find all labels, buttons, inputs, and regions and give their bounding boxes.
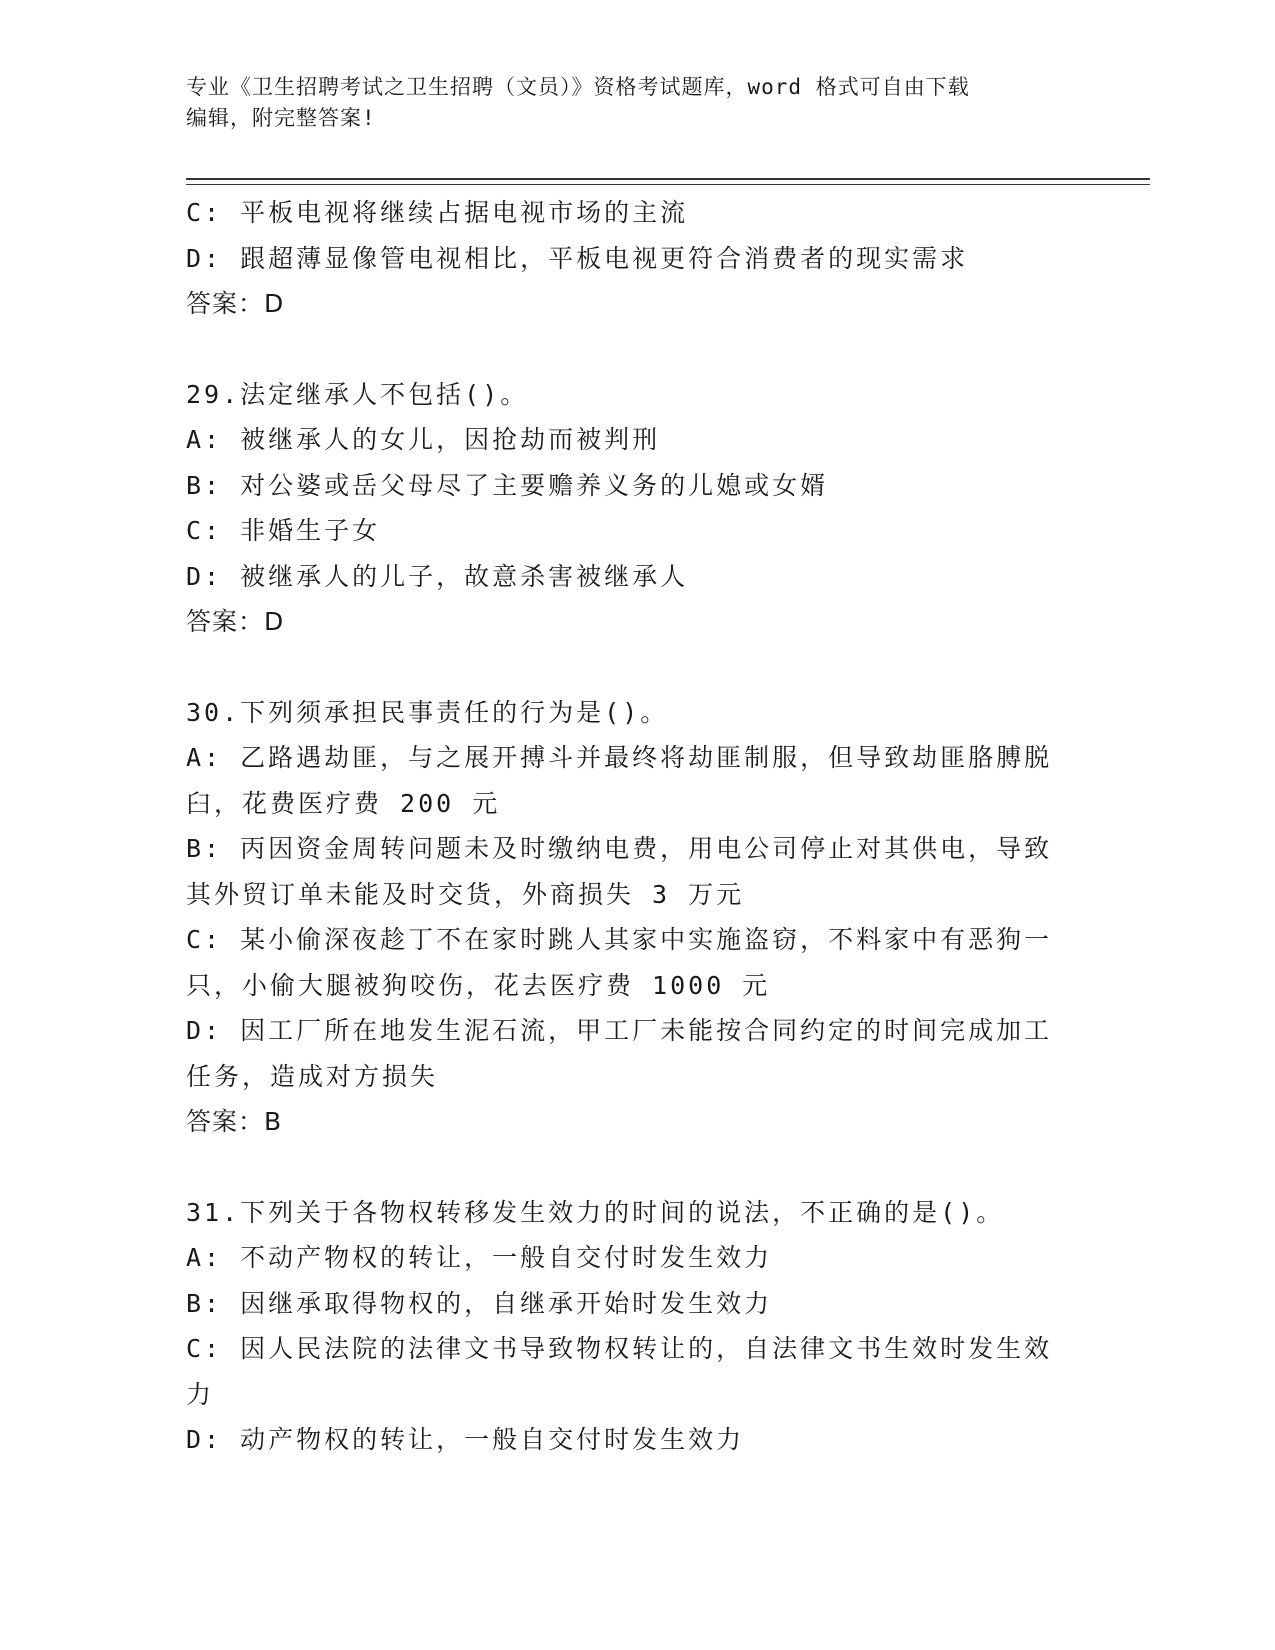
answer-line: 答案：D bbox=[186, 607, 285, 636]
header-divider-thin bbox=[186, 184, 1150, 185]
question-stem: 31.下列关于各物权转移发生效力的时间的说法，不正确的是()。 bbox=[186, 1197, 1005, 1227]
option-a: A: 被继承人的女儿，因抢劫而被判刑 bbox=[186, 425, 661, 454]
option-d: D: 因工厂所在地发生泥石流，甲工厂未能按合同约定的时间完成加工任务，造成对方损失 bbox=[186, 1016, 1053, 1091]
option-b: B: 丙因资金周转问题未及时缴纳电费，用电公司停止对其供电，导致其外贸订单未能及时交货，外商损失 3 万元 bbox=[186, 834, 1053, 909]
question-29 bbox=[186, 372, 1076, 645]
page-header bbox=[186, 72, 1086, 134]
document-body bbox=[186, 190, 1076, 1463]
option-d: D: 动产物权的转让，一般自交付时发生效力 bbox=[186, 1425, 745, 1454]
option-a: A: 不动产物权的转让，一般自交付时发生效力 bbox=[186, 1243, 773, 1272]
option-b: B: 因继承取得物权的，自继承开始时发生效力 bbox=[186, 1288, 773, 1318]
option-c: C: 平板电视将继续占据电视市场的主流 bbox=[186, 198, 689, 227]
header-divider-thick bbox=[186, 178, 1150, 180]
option-c: C: 某小偷深夜趁丁不在家时跳人其家中实施盗窃，不料家中有恶狗一只，小偷大腿被狗咬伤，花去医疗费 1000 元 bbox=[186, 925, 1053, 1000]
question-stem: 29.法定继承人不包括()。 bbox=[186, 379, 529, 409]
option-d: D: 跟超薄显像管电视相比，平板电视更符合消费者的现实需求 bbox=[186, 243, 969, 273]
question-30 bbox=[186, 690, 1076, 1145]
question-stem: 30.下列须承担民事责任的行为是()。 bbox=[186, 697, 669, 727]
question-31 bbox=[186, 1190, 1076, 1463]
option-c: C: 非婚生子女 bbox=[186, 516, 381, 545]
header-line-1: 专业《卫生招聘考试之卫生招聘（文员）》资格考试题库，word 格式可自由下载 bbox=[186, 75, 970, 99]
option-c: C: 因人民法院的法律文书导致物权转让的，自法律文书生效时发生效力 bbox=[186, 1334, 1053, 1409]
answer-line: 答案：B bbox=[186, 1107, 283, 1136]
answer-line: 答案：D bbox=[186, 289, 285, 318]
option-a: A: 乙路遇劫匪，与之展开搏斗并最终将劫匪制服，但导致劫匪胳膊脱臼，花费医疗费 200 元 bbox=[186, 743, 1053, 818]
option-b: B: 对公婆或岳父母尽了主要赡养义务的儿媳或女婿 bbox=[186, 470, 829, 500]
header-line-2: 编辑，附完整答案! bbox=[186, 106, 376, 130]
option-d: D: 被继承人的儿子，故意杀害被继承人 bbox=[186, 561, 689, 591]
continued-question bbox=[186, 190, 1076, 327]
